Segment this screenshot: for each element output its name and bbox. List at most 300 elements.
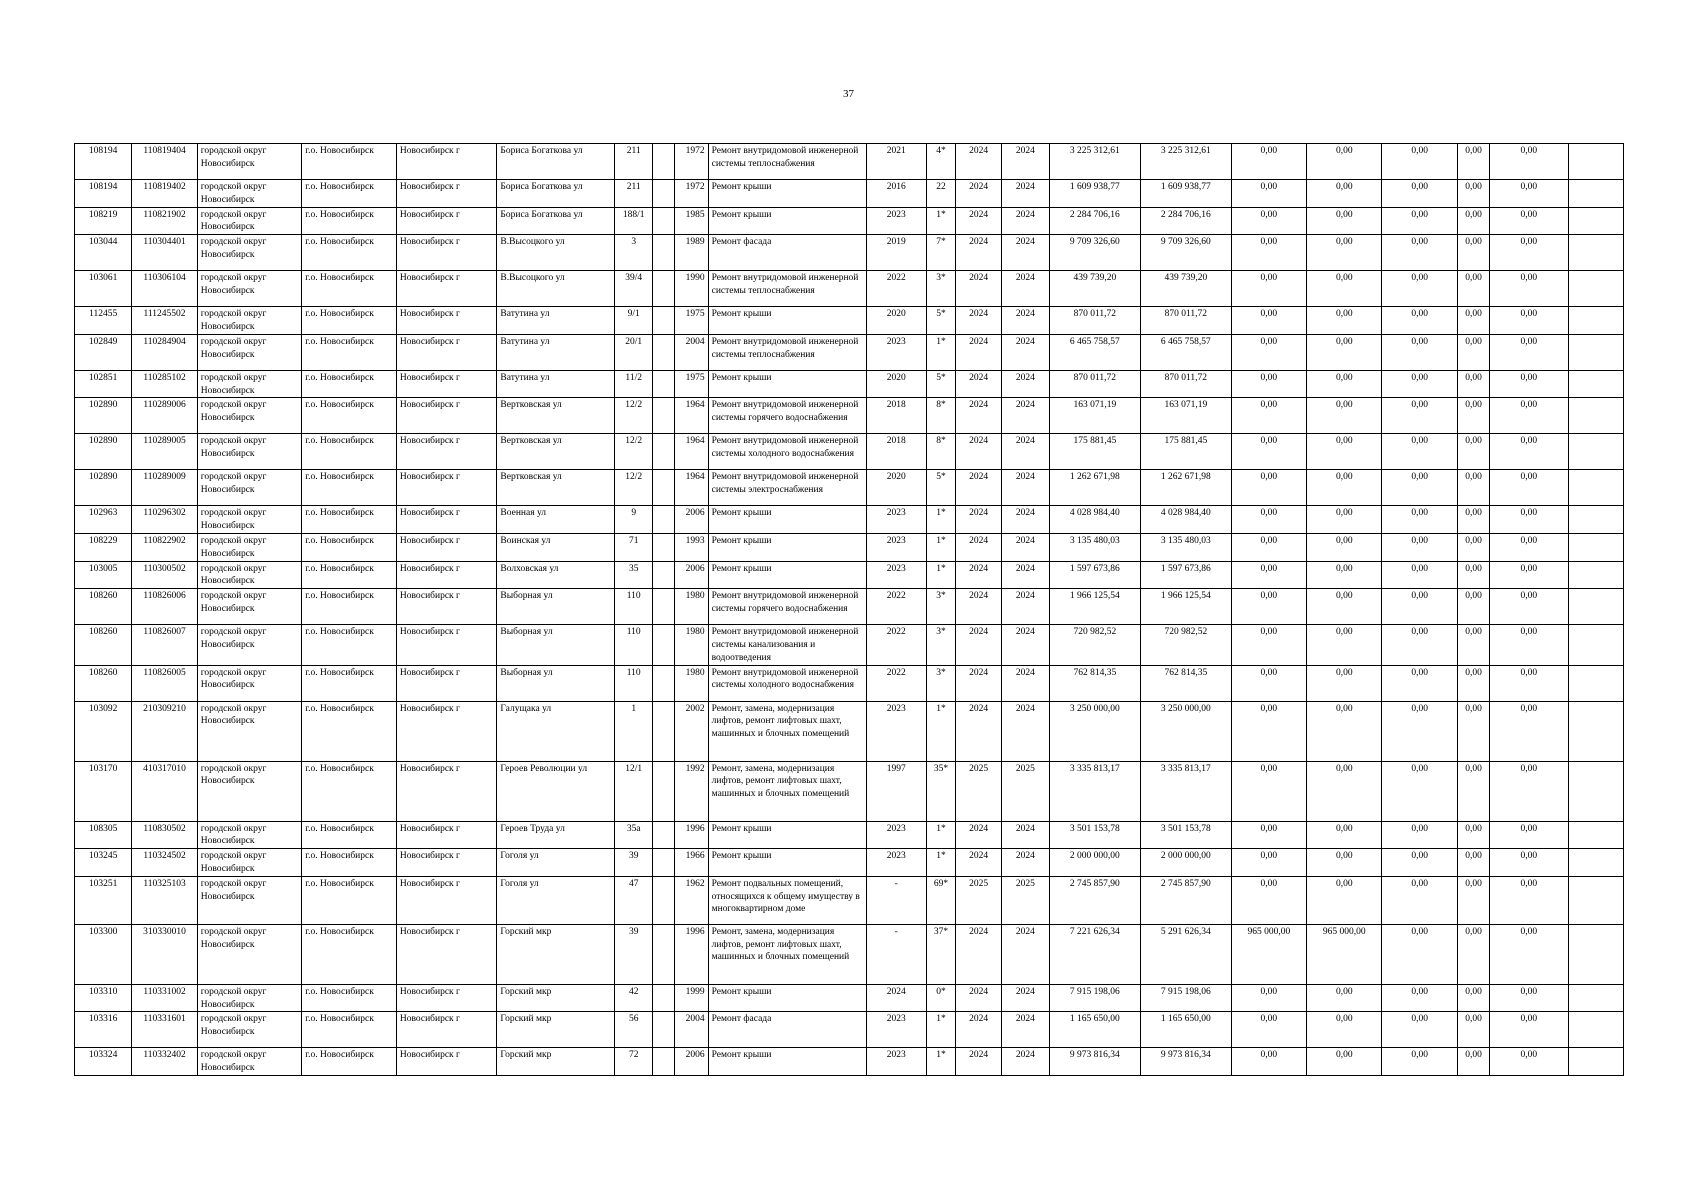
table-row [75,470,1624,506]
cell-total-cost: 1 262 671,98 [1049,470,1141,506]
cell-city: Новосибирск г [396,271,497,307]
cell-work-code: 110819402 [132,180,197,208]
cell-local-cost: 0,00 [1382,701,1457,761]
cell-year-built: 1990 [675,271,708,307]
cell-house-number: 188/1 [615,207,653,235]
cell-total-cost: 7 915 198,06 [1049,984,1141,1012]
cell-house-number: 9 [615,506,653,534]
cell-owners-cost: 0,00 [1457,434,1489,470]
cell-owners-cost: 0,00 [1457,307,1489,335]
cell-object-id: 102890 [75,398,132,434]
cell-owners-cost: 0,00 [1457,876,1489,924]
cell-work-type: Ремонт крыши [708,370,866,398]
cell-district: г.о. Новосибирск [302,398,397,434]
cell-district: г.о. Новосибирск [302,506,397,534]
table-row [75,1048,1624,1076]
cell-object-id: 102963 [75,506,132,534]
cell-house-number: 35а [615,821,653,849]
cell-house-number: 39 [615,924,653,984]
cell-other-cost: 0,00 [1490,665,1568,701]
cell-plan-end-year: 2024 [1002,849,1049,877]
cell-owners-cost: 0,00 [1457,334,1489,370]
cell-building [653,1012,675,1048]
cell-wear: 1* [926,506,955,534]
cell-house-number: 11/2 [615,370,653,398]
cell-object-id: 103251 [75,876,132,924]
cell-local-cost: 0,00 [1382,533,1457,561]
cell-owners-cost: 0,00 [1457,665,1489,701]
cell-note [1568,434,1623,470]
cell-fund-cost: 870 011,72 [1141,370,1232,398]
cell-object-id: 102851 [75,370,132,398]
cell-house-number: 110 [615,665,653,701]
cell-plan-start-year: 2024 [956,434,1002,470]
cell-budget-cost: 0,00 [1231,665,1306,701]
cell-regional-cost: 0,00 [1307,849,1382,877]
cell-house-number: 1 [615,701,653,761]
cell-municipality: городской округ Новосибирск [197,625,302,665]
cell-regional-cost: 0,00 [1307,398,1382,434]
cell-local-cost: 0,00 [1382,849,1457,877]
cell-house-number: 20/1 [615,334,653,370]
cell-district: г.о. Новосибирск [302,665,397,701]
cell-object-id: 108260 [75,589,132,625]
cell-district: г.о. Новосибирск [302,1048,397,1076]
cell-house-number: 12/2 [615,398,653,434]
cell-municipality: городской округ Новосибирск [197,180,302,208]
cell-building [653,849,675,877]
cell-work-type: Ремонт крыши [708,207,866,235]
table-row [75,334,1624,370]
cell-total-cost: 3 135 480,03 [1049,533,1141,561]
cell-year-built: 1993 [675,533,708,561]
cell-note [1568,625,1623,665]
cell-year-built: 1975 [675,370,708,398]
cell-street: В.Высоцкого ул [497,271,615,307]
cell-district: г.о. Новосибирск [302,849,397,877]
cell-work-code: 110289009 [132,470,197,506]
cell-fund-cost: 3 135 480,03 [1141,533,1232,561]
cell-house-number: 110 [615,625,653,665]
cell-regional-cost: 0,00 [1307,506,1382,534]
cell-budget-cost: 0,00 [1231,370,1306,398]
cell-plan-start-year: 2024 [956,1048,1002,1076]
cell-last-repair-year: 2023 [866,821,926,849]
cell-work-code: 110325103 [132,876,197,924]
cell-budget-cost: 0,00 [1231,235,1306,271]
cell-district: г.о. Новосибирск [302,235,397,271]
cell-municipality: городской округ Новосибирск [197,821,302,849]
cell-note [1568,849,1623,877]
cell-year-built: 1989 [675,235,708,271]
cell-city: Новосибирск г [396,398,497,434]
cell-regional-cost: 0,00 [1307,235,1382,271]
cell-city: Новосибирск г [396,434,497,470]
cell-other-cost: 0,00 [1490,876,1568,924]
cell-object-id: 103092 [75,701,132,761]
cell-work-type: Ремонт внутридомовой инженерной системы теплоснабжения [708,334,866,370]
cell-budget-cost: 0,00 [1231,849,1306,877]
cell-work-code: 110822902 [132,533,197,561]
cell-note [1568,180,1623,208]
cell-building [653,984,675,1012]
cell-local-cost: 0,00 [1382,180,1457,208]
cell-plan-end-year: 2024 [1002,207,1049,235]
cell-plan-end-year: 2024 [1002,398,1049,434]
cell-plan-start-year: 2024 [956,561,1002,589]
cell-regional-cost: 0,00 [1307,561,1382,589]
cell-fund-cost: 1 262 671,98 [1141,470,1232,506]
cell-last-repair-year: 2024 [866,984,926,1012]
cell-district: г.о. Новосибирск [302,370,397,398]
cell-fund-cost: 3 250 000,00 [1141,701,1232,761]
table-row [75,506,1624,534]
cell-street: Галущака ул [497,701,615,761]
cell-other-cost: 0,00 [1490,701,1568,761]
cell-last-repair-year: 2023 [866,849,926,877]
cell-local-cost: 0,00 [1382,271,1457,307]
cell-city: Новосибирск г [396,589,497,625]
cell-building [653,398,675,434]
cell-wear: 1* [926,821,955,849]
cell-plan-end-year: 2024 [1002,625,1049,665]
cell-work-type: Ремонт крыши [708,307,866,335]
table-row [75,1012,1624,1048]
cell-building [653,207,675,235]
cell-fund-cost: 4 028 984,40 [1141,506,1232,534]
cell-plan-start-year: 2024 [956,924,1002,984]
table-row [75,984,1624,1012]
cell-plan-start-year: 2024 [956,271,1002,307]
cell-municipality: городской округ Новосибирск [197,470,302,506]
cell-object-id: 103310 [75,984,132,1012]
cell-street: Бориса Богаткова ул [497,207,615,235]
cell-owners-cost: 0,00 [1457,1012,1489,1048]
cell-building [653,625,675,665]
cell-total-cost: 720 982,52 [1049,625,1141,665]
cell-total-cost: 3 335 813,17 [1049,761,1141,821]
cell-municipality: городской округ Новосибирск [197,334,302,370]
table-body [75,144,1624,1076]
cell-local-cost: 0,00 [1382,207,1457,235]
cell-building [653,876,675,924]
cell-fund-cost: 5 291 626,34 [1141,924,1232,984]
cell-year-built: 1980 [675,589,708,625]
cell-house-number: 211 [615,144,653,180]
cell-municipality: городской округ Новосибирск [197,984,302,1012]
cell-work-type: Ремонт крыши [708,506,866,534]
cell-street: Бориса Богаткова ул [497,144,615,180]
cell-work-type: Ремонт внутридомовой инженерной системы горячего водоснабжения [708,398,866,434]
table-row [75,144,1624,180]
cell-municipality: городской округ Новосибирск [197,924,302,984]
cell-other-cost: 0,00 [1490,761,1568,821]
cell-street: Горский мкр [497,1012,615,1048]
cell-plan-end-year: 2024 [1002,235,1049,271]
cell-last-repair-year: 1997 [866,761,926,821]
cell-budget-cost: 0,00 [1231,470,1306,506]
cell-object-id: 108305 [75,821,132,849]
cell-year-built: 1999 [675,984,708,1012]
cell-district: г.о. Новосибирск [302,307,397,335]
cell-object-id: 103245 [75,849,132,877]
cell-municipality: городской округ Новосибирск [197,307,302,335]
cell-building [653,1048,675,1076]
cell-plan-start-year: 2024 [956,625,1002,665]
cell-plan-end-year: 2024 [1002,506,1049,534]
cell-work-type: Ремонт, замена, модернизация лифтов, ремонт лифтовых шахт, машинных и блочных помещений [708,701,866,761]
cell-total-cost: 439 739,20 [1049,271,1141,307]
cell-city: Новосибирск г [396,701,497,761]
cell-note [1568,207,1623,235]
cell-local-cost: 0,00 [1382,984,1457,1012]
cell-note [1568,1012,1623,1048]
cell-year-built: 1980 [675,665,708,701]
cell-city: Новосибирск г [396,334,497,370]
cell-plan-end-year: 2024 [1002,434,1049,470]
cell-last-repair-year: 2022 [866,589,926,625]
cell-work-code: 110826007 [132,625,197,665]
cell-street: Вертковская ул [497,398,615,434]
cell-total-cost: 1 609 938,77 [1049,180,1141,208]
cell-street: Ватутина ул [497,307,615,335]
cell-wear: 1* [926,701,955,761]
cell-district: г.о. Новосибирск [302,821,397,849]
cell-year-built: 2002 [675,701,708,761]
cell-total-cost: 2 745 857,90 [1049,876,1141,924]
cell-note [1568,761,1623,821]
cell-work-code: 110285102 [132,370,197,398]
cell-object-id: 108260 [75,625,132,665]
cell-budget-cost: 0,00 [1231,984,1306,1012]
cell-street: Горский мкр [497,984,615,1012]
cell-owners-cost: 0,00 [1457,984,1489,1012]
cell-wear: 37* [926,924,955,984]
cell-other-cost: 0,00 [1490,207,1568,235]
cell-municipality: городской округ Новосибирск [197,561,302,589]
table-row [75,307,1624,335]
cell-city: Новосибирск г [396,506,497,534]
cell-municipality: городской округ Новосибирск [197,434,302,470]
cell-district: г.о. Новосибирск [302,984,397,1012]
cell-plan-end-year: 2024 [1002,984,1049,1012]
cell-district: г.о. Новосибирск [302,470,397,506]
cell-local-cost: 0,00 [1382,144,1457,180]
cell-regional-cost: 965 000,00 [1307,924,1382,984]
cell-wear: 3* [926,625,955,665]
page-number: 37 [843,88,854,100]
cell-total-cost: 9 709 326,60 [1049,235,1141,271]
cell-regional-cost: 0,00 [1307,876,1382,924]
cell-house-number: 71 [615,533,653,561]
cell-owners-cost: 0,00 [1457,370,1489,398]
cell-budget-cost: 0,00 [1231,761,1306,821]
cell-fund-cost: 720 982,52 [1141,625,1232,665]
cell-note [1568,701,1623,761]
cell-plan-end-year: 2024 [1002,271,1049,307]
cell-plan-end-year: 2024 [1002,180,1049,208]
cell-regional-cost: 0,00 [1307,625,1382,665]
cell-building [653,821,675,849]
cell-owners-cost: 0,00 [1457,533,1489,561]
cell-district: г.о. Новосибирск [302,334,397,370]
cell-object-id: 102849 [75,334,132,370]
cell-plan-end-year: 2024 [1002,665,1049,701]
cell-last-repair-year: 2022 [866,271,926,307]
cell-work-code: 110300502 [132,561,197,589]
cell-street: Волховская ул [497,561,615,589]
cell-plan-start-year: 2024 [956,235,1002,271]
cell-object-id: 103316 [75,1012,132,1048]
cell-district: г.о. Новосибирск [302,1012,397,1048]
cell-plan-start-year: 2025 [956,761,1002,821]
cell-plan-end-year: 2025 [1002,876,1049,924]
cell-budget-cost: 0,00 [1231,876,1306,924]
cell-regional-cost: 0,00 [1307,665,1382,701]
cell-fund-cost: 439 739,20 [1141,271,1232,307]
cell-building [653,533,675,561]
cell-budget-cost: 0,00 [1231,701,1306,761]
cell-work-type: Ремонт внутридомовой инженерной системы теплоснабжения [708,144,866,180]
cell-work-type: Ремонт внутридомовой инженерной системы горячего водоснабжения [708,589,866,625]
cell-budget-cost: 0,00 [1231,307,1306,335]
cell-building [653,271,675,307]
cell-district: г.о. Новосибирск [302,180,397,208]
cell-city: Новосибирск г [396,235,497,271]
cell-wear: 3* [926,271,955,307]
cell-wear: 1* [926,1012,955,1048]
cell-plan-start-year: 2024 [956,1012,1002,1048]
cell-street: Героев Революции ул [497,761,615,821]
cell-work-code: 110821902 [132,207,197,235]
cell-last-repair-year: 2023 [866,1012,926,1048]
cell-city: Новосибирск г [396,876,497,924]
cell-other-cost: 0,00 [1490,533,1568,561]
cell-house-number: 56 [615,1012,653,1048]
cell-work-code: 110284904 [132,334,197,370]
cell-object-id: 103170 [75,761,132,821]
cell-other-cost: 0,00 [1490,1012,1568,1048]
cell-year-built: 1972 [675,180,708,208]
cell-owners-cost: 0,00 [1457,821,1489,849]
cell-local-cost: 0,00 [1382,470,1457,506]
cell-work-code: 110819404 [132,144,197,180]
cell-wear: 3* [926,589,955,625]
cell-city: Новосибирск г [396,470,497,506]
cell-plan-end-year: 2024 [1002,821,1049,849]
cell-year-built: 2004 [675,334,708,370]
cell-municipality: городской округ Новосибирск [197,589,302,625]
cell-street: Вертковская ул [497,470,615,506]
cell-budget-cost: 0,00 [1231,1012,1306,1048]
cell-wear: 1* [926,533,955,561]
cell-year-built: 1966 [675,849,708,877]
cell-work-code: 310330010 [132,924,197,984]
cell-building [653,561,675,589]
cell-street: Выборная ул [497,625,615,665]
cell-work-code: 110289005 [132,434,197,470]
cell-fund-cost: 2 000 000,00 [1141,849,1232,877]
cell-year-built: 1996 [675,924,708,984]
cell-other-cost: 0,00 [1490,625,1568,665]
cell-wear: 22 [926,180,955,208]
cell-other-cost: 0,00 [1490,144,1568,180]
cell-budget-cost: 0,00 [1231,434,1306,470]
cell-note [1568,924,1623,984]
cell-budget-cost: 0,00 [1231,561,1306,589]
cell-plan-end-year: 2024 [1002,334,1049,370]
cell-municipality: городской округ Новосибирск [197,1048,302,1076]
cell-plan-end-year: 2024 [1002,370,1049,398]
cell-fund-cost: 7 915 198,06 [1141,984,1232,1012]
cell-plan-start-year: 2024 [956,334,1002,370]
cell-budget-cost: 965 000,00 [1231,924,1306,984]
cell-local-cost: 0,00 [1382,665,1457,701]
cell-total-cost: 9 973 816,34 [1049,1048,1141,1076]
cell-house-number: 3 [615,235,653,271]
cell-city: Новосибирск г [396,761,497,821]
cell-last-repair-year: 2023 [866,334,926,370]
cell-last-repair-year: - [866,924,926,984]
cell-house-number: 12/2 [615,470,653,506]
cell-wear: 0* [926,984,955,1012]
cell-wear: 5* [926,470,955,506]
cell-other-cost: 0,00 [1490,984,1568,1012]
cell-local-cost: 0,00 [1382,1012,1457,1048]
cell-district: г.о. Новосибирск [302,589,397,625]
cell-plan-end-year: 2024 [1002,561,1049,589]
cell-owners-cost: 0,00 [1457,701,1489,761]
cell-other-cost: 0,00 [1490,821,1568,849]
cell-plan-start-year: 2024 [956,144,1002,180]
cell-work-type: Ремонт крыши [708,533,866,561]
cell-other-cost: 0,00 [1490,370,1568,398]
cell-other-cost: 0,00 [1490,180,1568,208]
cell-other-cost: 0,00 [1490,334,1568,370]
cell-plan-end-year: 2024 [1002,589,1049,625]
cell-year-built: 1972 [675,144,708,180]
cell-other-cost: 0,00 [1490,1048,1568,1076]
cell-total-cost: 1 966 125,54 [1049,589,1141,625]
cell-local-cost: 0,00 [1382,370,1457,398]
repair-program-table [74,143,1624,1076]
cell-building [653,307,675,335]
cell-budget-cost: 0,00 [1231,533,1306,561]
cell-house-number: 211 [615,180,653,208]
cell-object-id: 108194 [75,180,132,208]
cell-fund-cost: 1 165 650,00 [1141,1012,1232,1048]
cell-last-repair-year: 2016 [866,180,926,208]
cell-fund-cost: 6 465 758,57 [1141,334,1232,370]
cell-total-cost: 175 881,45 [1049,434,1141,470]
cell-building [653,235,675,271]
cell-wear: 1* [926,561,955,589]
cell-street: Выборная ул [497,589,615,625]
cell-city: Новосибирск г [396,180,497,208]
cell-note [1568,506,1623,534]
cell-other-cost: 0,00 [1490,398,1568,434]
cell-object-id: 102890 [75,434,132,470]
cell-object-id: 102890 [75,470,132,506]
table-row [75,849,1624,877]
cell-other-cost: 0,00 [1490,434,1568,470]
cell-wear: 1* [926,334,955,370]
cell-plan-start-year: 2024 [956,180,1002,208]
cell-fund-cost: 2 745 857,90 [1141,876,1232,924]
cell-plan-start-year: 2024 [956,589,1002,625]
cell-municipality: городской округ Новосибирск [197,876,302,924]
table-row [75,434,1624,470]
